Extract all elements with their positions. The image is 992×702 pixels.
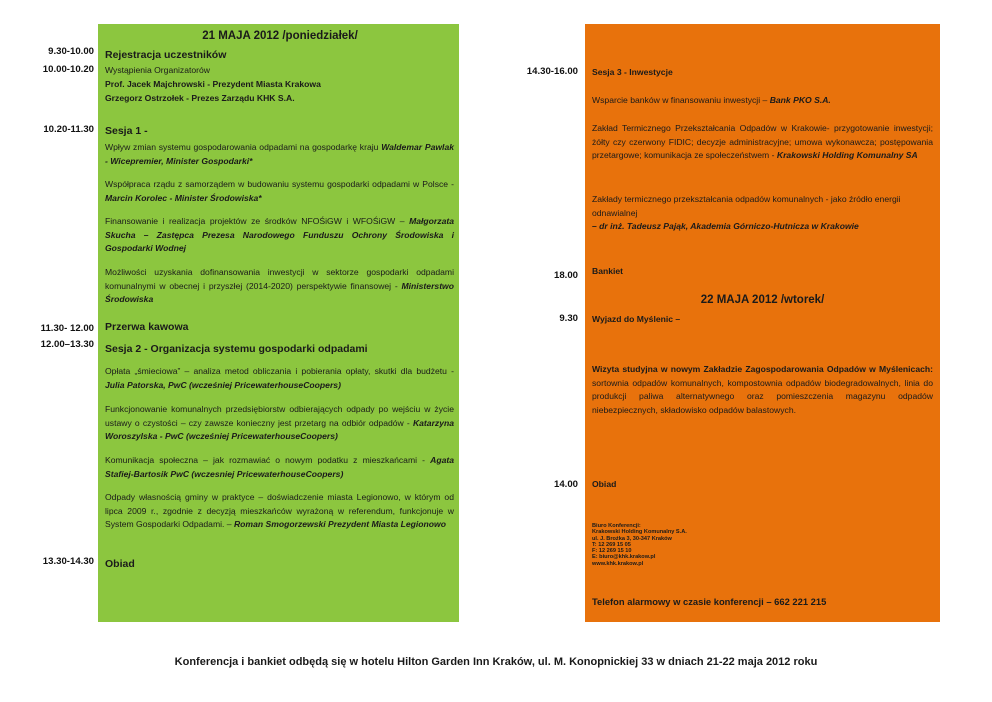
contact-line: Krakowski Holding Komunalny S.A. [592, 529, 687, 536]
time-lunch: 13.30-14.30 [42, 556, 94, 567]
time-session1: 10.20-11.30 [43, 124, 94, 135]
contact-line: F: 12 269 15 10 [592, 548, 632, 555]
session3-title: Sesja 3 - Inwestycje [592, 67, 673, 77]
contact-email[interactable]: E: biuro@khk.krakow.pl [592, 554, 656, 561]
time-trip: 9.30 [559, 313, 578, 324]
s1-item-3: Finansowanie i realizacja projektów ze środków NFOŚiGW i WFOŚiGW – Małgorzata Skucha – Zastępca Prezesa Narodowego Funduszu Ochrony Środowiska i Gospodarki Wodnej [105, 216, 454, 254]
s1-item-1: Wpływ zmian systemu gospodarowania odpadami na gospodarkę kraju Waldemar Pawlak - Wicepremier, Minister Gospodarki* [105, 142, 455, 166]
s2-item-3: Komunikacja społeczna – jak rozmawiać o nowym podatku z mieszkańcami - Agata Stafiej-Bartosik PwC (wczesniej PricewaterhouseCoopers) [105, 455, 454, 479]
opening-speaker-1: Prof. Jacek Majchrowski - Prezydent Miasta Krakowa [105, 79, 321, 89]
opening-speaker-2: Grzegorz Ostrzołek - Prezes Zarządu KHK S.A. [105, 93, 295, 103]
s3-item-2: Zakład Termicznego Przekształcania Odpadów w Krakowie- przygotowanie inwestycji; żółty czy czerwony FIDIC; decyzje administracyjne; umowa wykonawcza; postępowania przetargowe; komunikacja ze społeczeństwem - Krakowski Holding Komunalny SA [592, 123, 933, 161]
s2-item-4: Odpady własnością gminy w praktyce – doświadczenie miasta Legionowo, w którym od lipca 2009 r., zgodnie z decyzją mieszkańców wyrażoną w referendum, funkcjonuje w System Gospodarki Odpadami. – Roman Smogorzewski Prezydent Miasta Legionowo [105, 492, 454, 530]
contact-line: ul. J. Brożka 3, 30-347 Kraków [592, 535, 672, 542]
coffee-break-label: Przerwa kawowa [105, 321, 189, 333]
day1-title: 21 MAJA 2012 /poniedziałek/ [202, 30, 358, 42]
alarm-phone: Telefon alarmowy w czasie konferencji – 662 221 215 [592, 596, 827, 607]
s1-item-2: Współpraca rządu z samorządem w budowaniu systemu gospodarki odpadami w Polsce - Marcin Korolec - Minister Środowiska* [105, 179, 454, 203]
trip-label: Wyjazd do Myślenic – [592, 314, 681, 324]
time-opening: 10.00-10.20 [42, 64, 94, 75]
day2-title: 22 MAJA 2012 /wtorek/ [700, 294, 825, 306]
time-session3: 14.30-16.00 [526, 66, 578, 77]
conference-office-contact [592, 523, 687, 567]
registration-label: Rejestracja uczestników [105, 49, 227, 61]
s2-item-1: Opłata „śmieciowa” – analiza metod obliczania i pobierania opłaty, skutki dla budżetu - Julia Patorska, PwC (wcześniej PricewaterhouseCoopers) [105, 366, 454, 390]
opening-label: Wystąpienia Organizatorów [105, 65, 211, 75]
time-coffee: 11.30- 12.00 [40, 323, 94, 334]
s1-item-4: Możliwości uzyskania dofinansowania inwestycji w sektorze gospodarki odpadami komunalnymi w obecnej i przyszłej (2014-2020) perspektywie finansowej - Ministerstwo Środowiska [105, 267, 454, 305]
lunch-day2: Obiad [592, 479, 617, 489]
lunch-day1: Obiad [105, 558, 135, 570]
time-banquet: 18.00 [553, 270, 578, 281]
venue-footer: Konferencja i bankiet odbędą się w hotelu Hilton Garden Inn Kraków, ul. M. Konopnickiej 33 w dniach 21-22 maja 2012 roku [174, 656, 818, 668]
session1-title: Sesja 1 - [105, 125, 148, 137]
s3-item-1: Wsparcie banków w finansowaniu inwestycji – Bank PKO S.A. [592, 95, 831, 105]
contact-line: T: 12 269 15 05 [592, 541, 631, 548]
time-registration: 9.30-10.00 [48, 46, 94, 57]
study-visit: Wizyta studyjna w nowym Zakładzie Zagospodarowania Odpadów w Myślenicach: sortownia odpadów komunalnych, kompostownia odpadów biodegradowalnych, linia do produkcji paliwa alternatywnego oraz pomieszczenia magazynu odpadów niebezpiecznych, składowisko odpadów balastowych. [592, 364, 933, 416]
time-lunch-day2: 14.00 [553, 479, 578, 490]
session2-title: Sesja 2 - Organizacja systemu gospodarki odpadami [105, 343, 368, 355]
contact-line: Biuro Konferencji: [592, 523, 641, 529]
banquet-label: Bankiet [592, 266, 624, 276]
time-session2: 12.00–13.30 [40, 339, 94, 350]
s2-item-2: Funkcjonowanie komunalnych przedsiębiorstw odbierających odpady po wejściu w życie ustawy o czystości – czy zawsze konieczny jest przetarg na odbiór odpadów - Katarzyna Woroszylska - PwC (wcześniej PricewaterhouseCoopers) [105, 404, 455, 442]
s3-item-3: Zakłady termicznego przekształcania odpadów komunalnych - jako źródło energii odnawialnej – dr inż. Tadeusz Pająk, Akademia Górniczo-Hutnicza w Krakowie [592, 194, 901, 232]
contact-website[interactable]: www.khk.krakow.pl [592, 560, 644, 567]
